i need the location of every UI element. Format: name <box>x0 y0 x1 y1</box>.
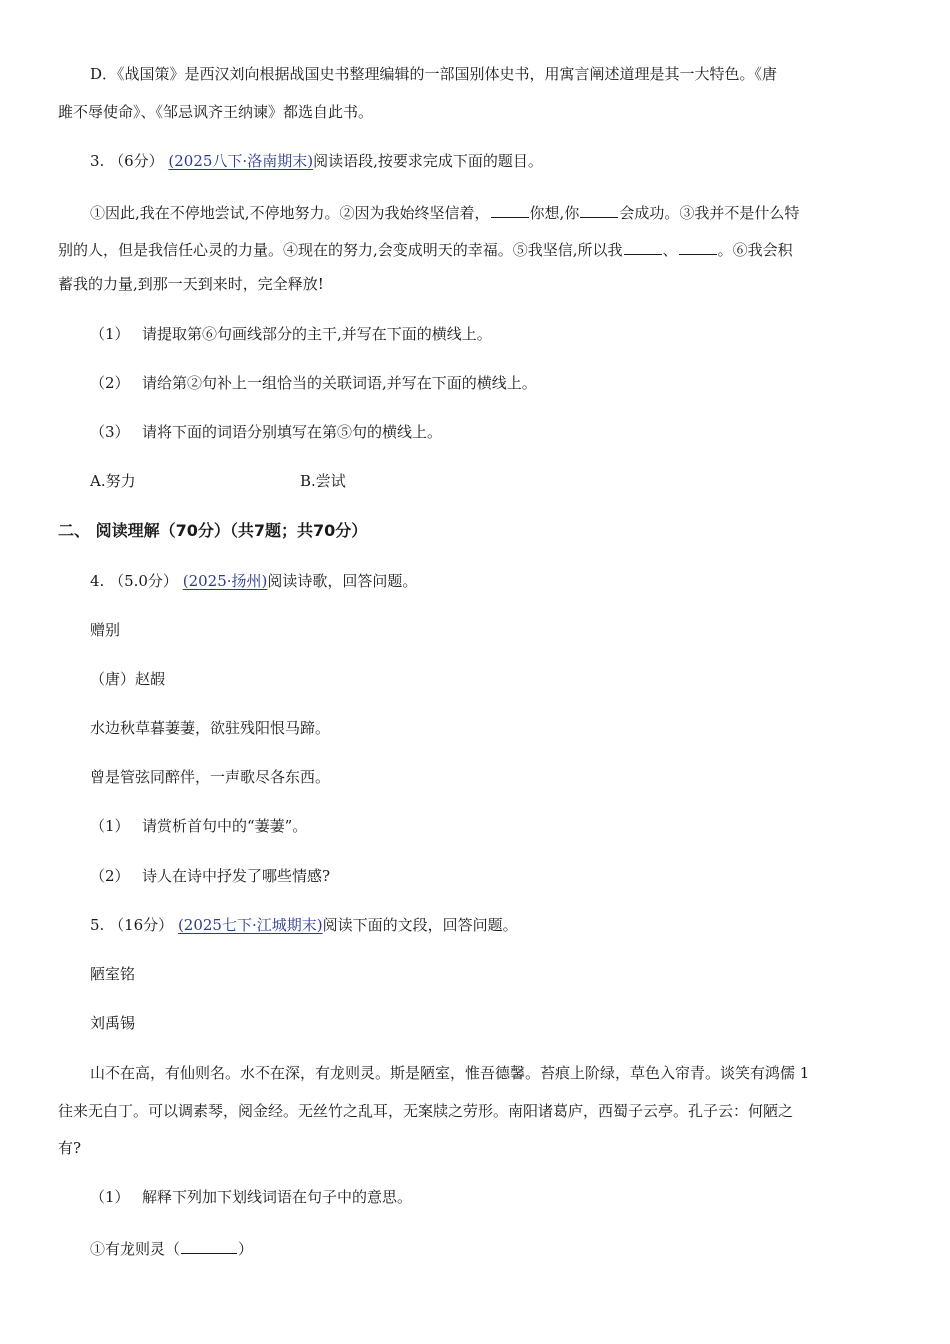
passage-author: 刘禹锡 <box>90 1014 136 1032</box>
sub-question-2: （2） 诗人在诗中抒发了哪些情感? <box>90 867 331 885</box>
question-5-header <box>90 918 518 933</box>
poem-line: 水边秋草暮萋萋，欲驻残阳恨马蹄。 <box>90 719 331 737</box>
passage-line: ①因此,我在不停地尝试,不停地努力。②因为我始终坚信着， 你想,你 会成功。③我并不是什么特 <box>90 204 800 222</box>
question-prompt: 阅读语段,按要求完成下面的题目。 <box>313 152 543 170</box>
answer-blank[interactable] <box>679 240 717 255</box>
option-a: A.努力 <box>90 472 136 490</box>
option-b: B.尝试 <box>300 472 346 490</box>
question-4-header <box>90 574 417 589</box>
answer-blank[interactable] <box>580 203 618 218</box>
question-number: 3. （6分） <box>90 152 164 170</box>
sub-question-1: （1） 请提取第⑥句画线部分的主干,并写在下面的横线上。 <box>90 325 492 343</box>
passage-line: 别的人，但是我信任心灵的力量。④现在的努力,会变成明天的幸福。⑤我坚信,所以我 、 。⑥我会积 <box>58 241 793 259</box>
question-number: 4. （5.0分） <box>90 572 178 590</box>
question-prompt: 阅读下面的文段，回答问题。 <box>322 916 518 934</box>
sub-question-1: （1） 解释下列加下划线词语在句子中的意思。 <box>90 1188 413 1206</box>
question-3-header <box>90 154 543 169</box>
question-source-link[interactable]: (2025七下·江城期末) <box>177 916 323 934</box>
vocab-item-1: ①有龙则灵（ ） <box>90 1240 254 1258</box>
passage-line: 有? <box>58 1139 82 1157</box>
sub-question-3: （3） 请将下面的词语分别填写在第⑤句的横线上。 <box>90 423 443 441</box>
question-source-link[interactable]: (2025·扬州) <box>182 572 268 590</box>
poem-line: 曾是管弦同醉伴，一声歌尽各东西。 <box>90 768 331 786</box>
question-prompt: 阅读诗歌，回答问题。 <box>267 572 418 590</box>
passage-line: 往来无白丁。可以调素琴，阅金经。无丝竹之乱耳，无案牍之劳形。南阳诸葛庐，西蜀子云亭。孔子云：何陋之 <box>58 1102 794 1120</box>
sub-question-2: （2） 请给第②句补上一组恰当的关联词语,并写在下面的横线上。 <box>90 374 537 392</box>
option-d-line1: D．《战国策》是西汉刘向根据战国史书整理编辑的一部国别体史书，用寓言阐述道理是其一大特色。《唐 <box>90 65 778 83</box>
passage-line: 山不在高，有仙则名。水不在深，有龙则灵。斯是陋室，惟吾德馨。苔痕上阶绿，草色入帘青。谈笑有鸿儒 1 <box>90 1064 810 1082</box>
section-title: 二、 阅读理解（70分）（共7题；共70分） <box>58 521 368 540</box>
question-source-link[interactable]: (2025八下·洛南期末) <box>168 152 314 170</box>
answer-blank[interactable] <box>181 1239 237 1254</box>
option-d-line2: 雎不辱使命》、《邹忌讽齐王纳谏》都选自此书。 <box>58 103 374 121</box>
passage-line: 蓄我的力量,到那一天到来时，完全释放! <box>58 275 324 293</box>
passage-title: 陋室铭 <box>90 965 136 983</box>
answer-blank[interactable] <box>624 240 662 255</box>
question-number: 5. （16分） <box>90 916 174 934</box>
poem-title: 赠别 <box>90 621 121 639</box>
poem-author: （唐）赵嘏 <box>90 670 166 688</box>
sub-question-1: （1） 请赏析首句中的“萋萋”。 <box>90 817 308 835</box>
answer-blank[interactable] <box>491 203 529 218</box>
